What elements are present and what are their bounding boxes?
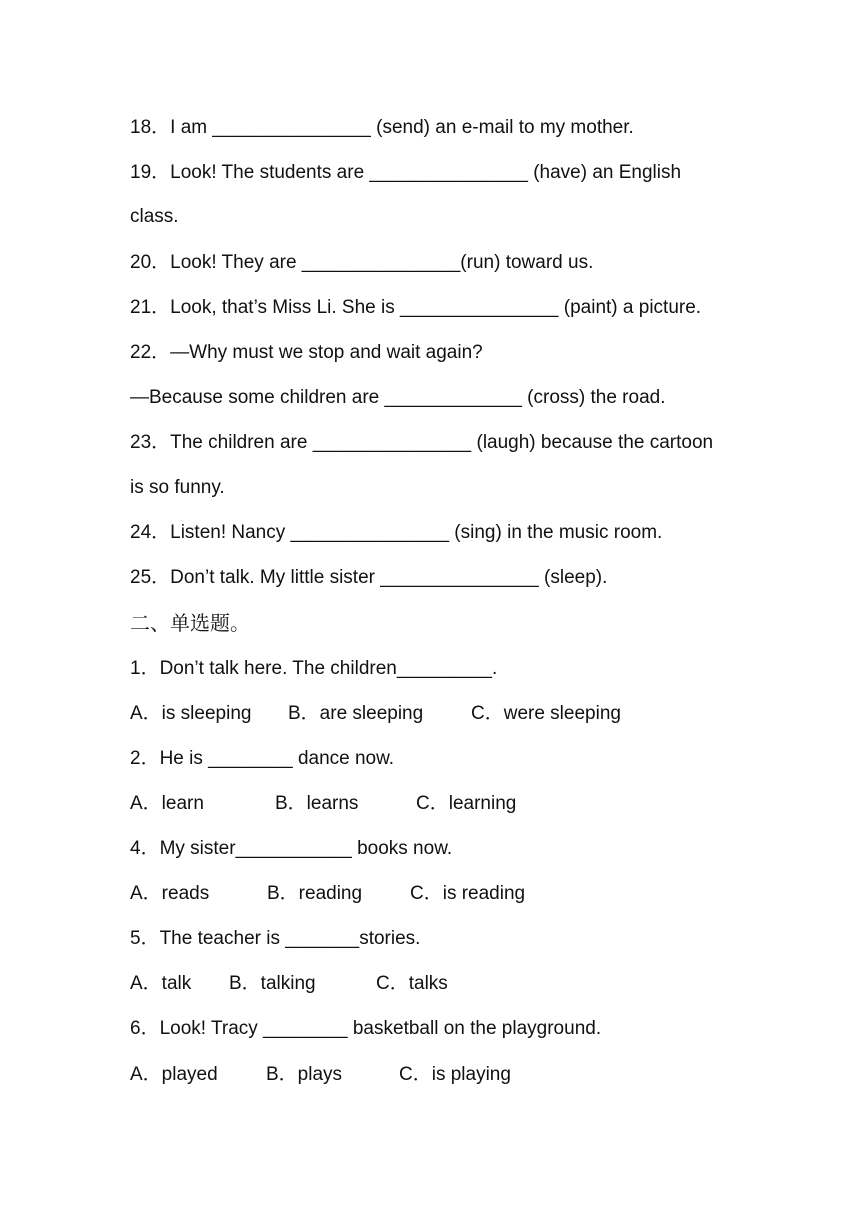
question-option: C．is reading bbox=[410, 883, 526, 904]
question-option: B．talking bbox=[229, 973, 316, 994]
question-stem: 4．My sister___________ books now. bbox=[130, 838, 453, 859]
section-title: 二、单选题。 bbox=[130, 611, 250, 635]
question-option: C．is playing bbox=[399, 1064, 511, 1085]
question-option: C．talks bbox=[376, 973, 448, 994]
question-option: B．learns bbox=[275, 793, 359, 814]
question-option: A．talk bbox=[130, 973, 192, 994]
question-stem: 6．Look! Tracy ________ basketball on the playground. bbox=[130, 1018, 602, 1039]
fill-in-item-22-answer: —Because some children are _____________ (cross) the road. bbox=[130, 387, 666, 408]
question-option: A．played bbox=[130, 1064, 218, 1085]
question-option: B．reading bbox=[267, 883, 363, 904]
question-option: A．reads bbox=[130, 883, 210, 904]
question-stem: 5．The teacher is _______stories. bbox=[130, 928, 421, 949]
question-option: B．are sleeping bbox=[288, 703, 424, 724]
fill-in-item-19: 19．Look! The students are _______________ (have) an English bbox=[130, 162, 682, 183]
question-option: B．plays bbox=[266, 1064, 343, 1085]
question-stem: 1．Don’t talk here. The children_________. bbox=[130, 658, 498, 679]
fill-in-item-18: 18．I am _______________ (send) an e-mail to my mother. bbox=[130, 117, 634, 138]
fill-in-item-22: 22．—Why must we stop and wait again? bbox=[130, 342, 483, 363]
fill-in-item-19-continued: class. bbox=[130, 206, 179, 227]
fill-in-item-25: 25．Don’t talk. My little sister _______________ (sleep). bbox=[130, 567, 608, 588]
question-option: A．learn bbox=[130, 793, 204, 814]
fill-in-item-21: 21．Look, that’s Miss Li. She is _______________ (paint) a picture. bbox=[130, 297, 702, 318]
question-option: A．is sleeping bbox=[130, 703, 252, 724]
question-option: C．were sleeping bbox=[471, 703, 621, 724]
question-option: C．learning bbox=[416, 793, 517, 814]
fill-in-item-24: 24．Listen! Nancy _______________ (sing) in the music room. bbox=[130, 522, 663, 543]
fill-in-item-23-continued: is so funny. bbox=[130, 477, 225, 498]
question-stem: 2．He is ________ dance now. bbox=[130, 748, 395, 769]
fill-in-item-23: 23．The children are _______________ (laugh) because the cartoon bbox=[130, 432, 714, 453]
fill-in-item-20: 20．Look! They are _______________(run) toward us. bbox=[130, 252, 594, 273]
